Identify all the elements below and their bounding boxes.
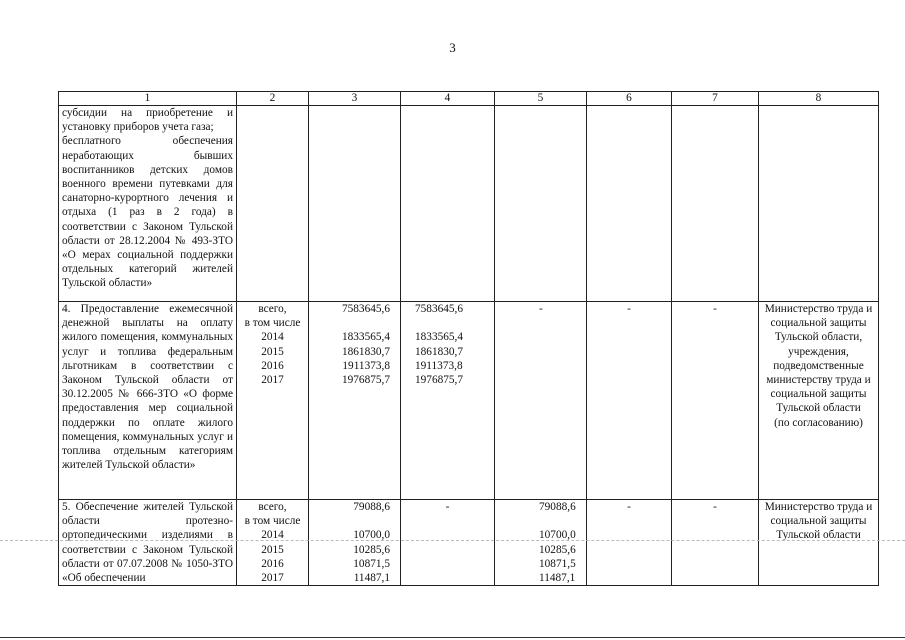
years-cell: всего, в том числе 2014 2015 2016 2017 bbox=[237, 302, 309, 500]
column-header: 8 bbox=[759, 92, 879, 106]
total-funding-cell: 7583645,6 1833565,4 1861830,7 1911373,8 1976875,7 bbox=[309, 302, 401, 500]
col7-cell: - bbox=[672, 500, 759, 586]
total-funding-cell bbox=[309, 106, 401, 302]
measure-description: 4. Предоставление ежемесячной денежной выплаты на оплату жилого помещения, коммунальных услуг и топлива федеральным льготникам в соответствии с Законом Тульской области от 30.12.2005 № 666-ЗТО «О форме предоставления мер социальной поддержки по оплате жилого помещения, коммунальных услуг и топлива отдельным категориям жителей Тульской области» bbox=[59, 302, 237, 500]
col6-cell: - bbox=[587, 302, 672, 500]
regional-budget-cell: - bbox=[401, 500, 495, 586]
federal-budget-cell: - bbox=[495, 302, 587, 500]
col7-cell: - bbox=[672, 302, 759, 500]
col7-cell bbox=[672, 106, 759, 302]
page-bottom-edge bbox=[0, 637, 905, 638]
table-row bbox=[59, 106, 879, 302]
years-cell: всего, в том числе 2014 2015 2016 2017 bbox=[237, 500, 309, 586]
column-header: 3 bbox=[309, 92, 401, 106]
col6-cell: - bbox=[587, 500, 672, 586]
total-funding-cell: 79088,6 10700,0 10285,6 10871,5 11487,1 bbox=[309, 500, 401, 586]
executor-cell: Министерство труда и социальной защиты Тульской области bbox=[759, 500, 879, 586]
column-header: 4 bbox=[401, 92, 495, 106]
column-header: 1 bbox=[59, 92, 237, 106]
scan-artifact-line bbox=[0, 540, 905, 541]
column-header: 2 bbox=[237, 92, 309, 106]
measure-description: субсидии на приобретение и установку приборов учета газа; бесплатного обеспечения неработающих бывших воспитанников детских домов военного времени путевками для санаторно-курортного лечения и отдыха (1 раз в 2 года) в соответствии с Законом Тульской области от 28.12.2004 № 493-ЗТО «О мерах социальной поддержки отдельных категорий жителей Тульской области» bbox=[59, 106, 237, 302]
years-cell bbox=[237, 106, 309, 302]
regional-budget-cell: 7583645,6 1833565,4 1861830,7 1911373,8 1976875,7 bbox=[401, 302, 495, 500]
executor-cell: Министерство труда и социальной защиты Тульской области, учреждения, подведомственные министерству труда и социальной защиты Тульской области (по согласованию) bbox=[759, 302, 879, 500]
program-table bbox=[58, 91, 879, 586]
federal-budget-cell: 79088,6 10700,0 10285,6 10871,5 11487,1 bbox=[495, 500, 587, 586]
col6-cell bbox=[587, 106, 672, 302]
column-header: 6 bbox=[587, 92, 672, 106]
table-row bbox=[59, 302, 879, 500]
column-header: 5 bbox=[495, 92, 587, 106]
measure-description: 5. Обеспечение жителей Тульской области протезно-ортопедическими изделиями в соответствии с Законом Тульской области от 07.07.2008 № 1050-ЗТО «Об обеспечении bbox=[59, 500, 237, 586]
regional-budget-cell bbox=[401, 106, 495, 302]
column-header-row bbox=[59, 92, 879, 106]
table-row bbox=[59, 500, 879, 586]
column-header: 7 bbox=[672, 92, 759, 106]
page-number: 3 bbox=[449, 40, 456, 55]
federal-budget-cell bbox=[495, 106, 587, 302]
executor-cell bbox=[759, 106, 879, 302]
